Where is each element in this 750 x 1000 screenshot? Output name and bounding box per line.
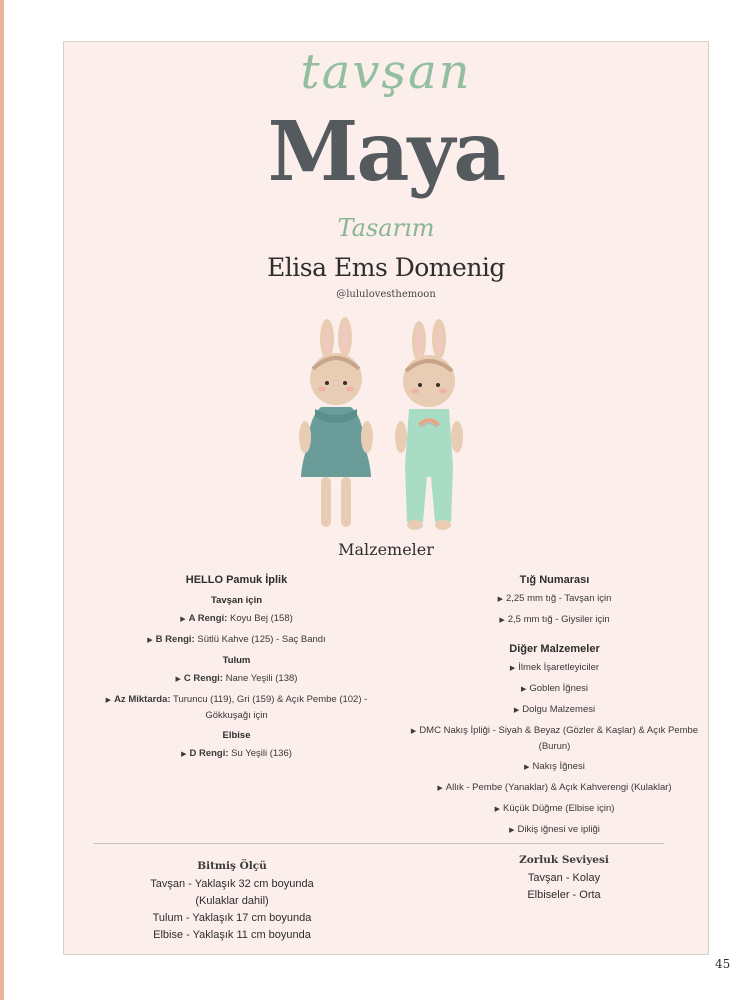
pattern-panel — [63, 41, 709, 955]
hook-size-heading: Tığ Numarası — [519, 574, 590, 586]
group-heading-dress: Elbise — [222, 730, 251, 741]
materials-heading: Malzemeler — [338, 540, 434, 559]
group-heading-bunny: Tavşan için — [210, 595, 263, 606]
yarn-brand-heading: HELLO Pamuk İplik — [185, 574, 288, 586]
designer-name: Elisa Ems Domenig — [267, 253, 505, 282]
list-item: ▶ 2,5 mm tığ - Giysiler için — [499, 614, 610, 625]
list-item: ▶ 2,25 mm tığ - Tavşan için — [497, 593, 612, 604]
crochet-bunny-dolls-photo — [287, 317, 477, 532]
section-divider — [94, 843, 664, 844]
list-item: ▶ B Rengi: Sütlü Kahve (125) - Saç Bandı — [147, 634, 326, 645]
arrow-icon: ▶ — [437, 785, 443, 792]
pattern-subtitle: tavşan — [300, 44, 472, 100]
arrow-icon: ▶ — [181, 751, 187, 758]
list-item: ▶ C Rengi: Nane Yeşili (138) — [175, 673, 298, 684]
arrow-icon: ▶ — [410, 728, 417, 735]
arrow-icon: ▶ — [509, 665, 516, 672]
pattern-title: Maya — [267, 104, 505, 200]
other-materials-heading: Diğer Malzemeler — [509, 643, 600, 655]
list-item: ▶ DMC Nakış İpliği - Siyah & Beyaz (Gözler & Kaşlar) & Açık Pembe (Burun) — [410, 725, 699, 752]
design-label: Tasarım — [337, 214, 435, 242]
bunny-doll-overalls — [395, 319, 463, 530]
arrow-icon: ▶ — [497, 596, 503, 603]
difficulty-line: Elbiseler - Orta — [527, 889, 601, 901]
bunny-doll-dress — [299, 317, 373, 527]
yarn-column — [64, 573, 409, 767]
group-heading-overalls: Tulum — [222, 655, 251, 666]
page-number: 45 — [715, 957, 731, 971]
list-item: ▶ İlmek İşaretleyiciler — [509, 662, 600, 673]
arrow-icon: ▶ — [509, 827, 515, 834]
size-line: (Kulaklar dahil) — [195, 895, 269, 907]
list-item: ▶ Az Miktarda: Turuncu (119), Gri (159) & Açık Pembe (102) - Gökkuşağı için — [105, 694, 368, 721]
arrow-icon: ▶ — [520, 686, 527, 693]
difficulty-line: Tavşan - Kolay — [527, 872, 601, 884]
arrow-icon: ▶ — [175, 676, 181, 683]
finished-size-heading: Bitmiş Ölçü — [197, 860, 267, 872]
difficulty-heading: Zorluk Seviyesi — [519, 854, 609, 866]
list-item: ▶ A Rengi: Koyu Bej (158) — [180, 613, 293, 624]
size-line: Tavşan - Yaklaşık 32 cm boyunda — [150, 878, 314, 890]
page-edge-strip — [0, 0, 4, 1000]
size-line: Tulum - Yaklaşık 17 cm boyunda — [152, 912, 312, 924]
list-item: ▶ Nakış İğnesi — [524, 761, 585, 772]
list-item: ▶ Dolgu Malzemesi — [513, 704, 596, 715]
list-item: ▶ Goblen İğnesi — [520, 683, 588, 694]
difficulty-block — [464, 854, 664, 904]
finished-size-block — [112, 860, 352, 944]
list-item: ▶ Dikiş iğnesi ve ipliği — [509, 824, 600, 835]
arrow-icon: ▶ — [494, 806, 500, 813]
arrow-icon: ▶ — [105, 697, 112, 704]
arrow-icon: ▶ — [499, 617, 505, 624]
tools-column — [399, 573, 710, 843]
arrow-icon: ▶ — [513, 707, 520, 714]
designer-handle: @lulu​lovesthemoon — [336, 289, 436, 300]
arrow-icon: ▶ — [180, 616, 186, 623]
size-line: Elbise - Yaklaşık 11 cm boyunda — [153, 929, 311, 941]
list-item: ▶ Allık - Pembe (Yanaklar) & Açık Kahverengi (Kulaklar) — [437, 782, 672, 793]
arrow-icon: ▶ — [524, 764, 530, 771]
list-item: ▶ D Rengi: Su Yeşili (136) — [181, 748, 292, 759]
arrow-icon: ▶ — [147, 637, 153, 644]
list-item: ▶ Küçük Düğme (Elbise için) — [494, 803, 615, 814]
